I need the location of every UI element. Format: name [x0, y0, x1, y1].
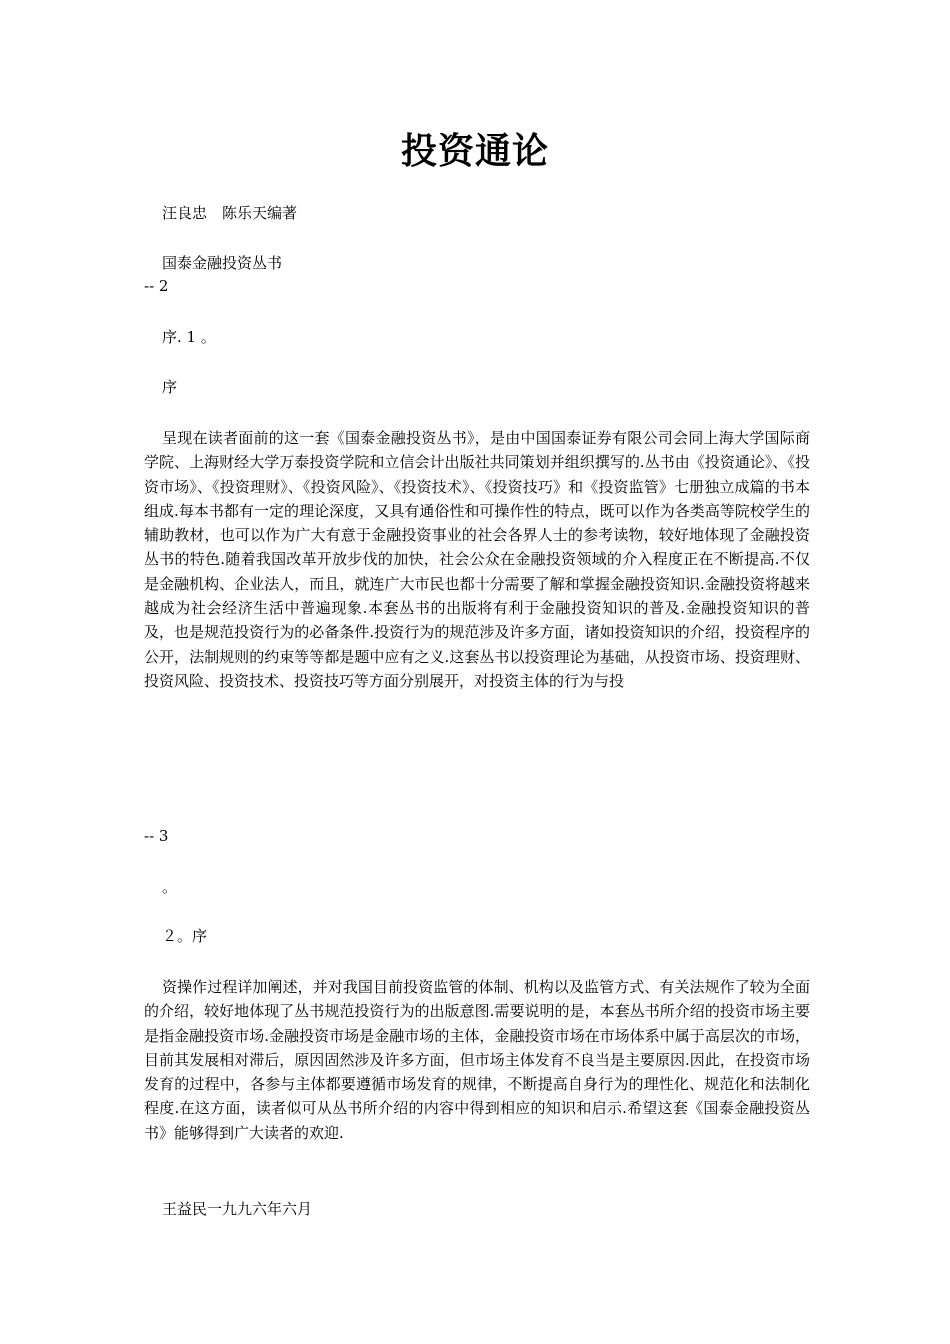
preface-heading: 序 — [162, 378, 178, 396]
authors-line: 汪良忠 陈乐天编著 — [162, 204, 298, 222]
document-title: 投资通论 — [400, 131, 549, 172]
running-header-1: 序. 1 。 — [162, 328, 216, 346]
preface-paragraph-1: 呈现在读者面前的这一套《国泰金融投资丛书》，是由中国国泰证券有限公司会同上海大学国际商学院、上海财经大学万泰投资学院和立信会计出版社共同策划并组织撰写的.丛书由《投资通论》、《投资市场》、《投资理财》、《投资风险》、《投资技术》、《投资技巧》和《投资监管》七册独立成篇的书本组成.每本书都有一定的理论深度，又具有通俗性和可操作性的特点，既可以作为各类高等院校学生的辅助教材，也可以作为广大有意于金融投资事业的社会各界人士的参考读物，较好地体现了金融投资丛书的特色.随着我国改革开放步伐的加快，社会公众在金融投资领域的介入程度正在不断提高.不仅是金融机构、企业法人，而且，就连广大市民也都十分需要了解和掌握金融投资知识.金融投资将越来越成为社会经济生活中普遍现象.本套丛书的出版将有利于金融投资知识的普及.金融投资知识的普及，也是规范投资行为的必备条件.投资行为的规范涉及许多方面，诸如投资知识的介绍，投资程序的公开，法制规则的约束等等都是题中应有之义.这套丛书以投资理论为基础，从投资市场、投资理财、投资风险、投资技术、投资技巧等方面分别展开，对投资主体的行为与投 — [144, 429, 810, 690]
preface-paragraph-2: 资操作过程详加阐述，并对我国目前投资监管的体制、机构以及监管方式、有关法规作了较为全面的介绍，较好地体现了丛书规范投资行为的出版意图.需要说明的是，本套丛书所介绍的投资市场主要是指金融投资市场.金融投资市场是金融市场的主体，金融投资市场在市场体系中属于高层次的市场，目前其发展相对滞后，原因固然涉及许多方面，但市场主体发育不良当是主要原因.因此，在投资市场发育的过程中，各参与主体都要遵循市场发育的规律，不断提高自身行为的理性化、规范化和法制化程度.在这方面，读者似可从丛书所介绍的内容中得到相应的知识和启示.希望这套《国泰金融投资丛书》能够得到广大读者的欢迎. — [144, 978, 810, 1142]
signature-line: 王益民一九九六年六月 — [162, 1200, 313, 1218]
running-header-2: ２。序 — [162, 927, 208, 945]
series-name: 国泰金融投资丛书 — [162, 254, 283, 272]
page-marker-2: -- 2 — [144, 277, 169, 295]
page-marker-3: -- 3 — [144, 827, 169, 845]
page-dot-line: 。 — [162, 878, 178, 896]
